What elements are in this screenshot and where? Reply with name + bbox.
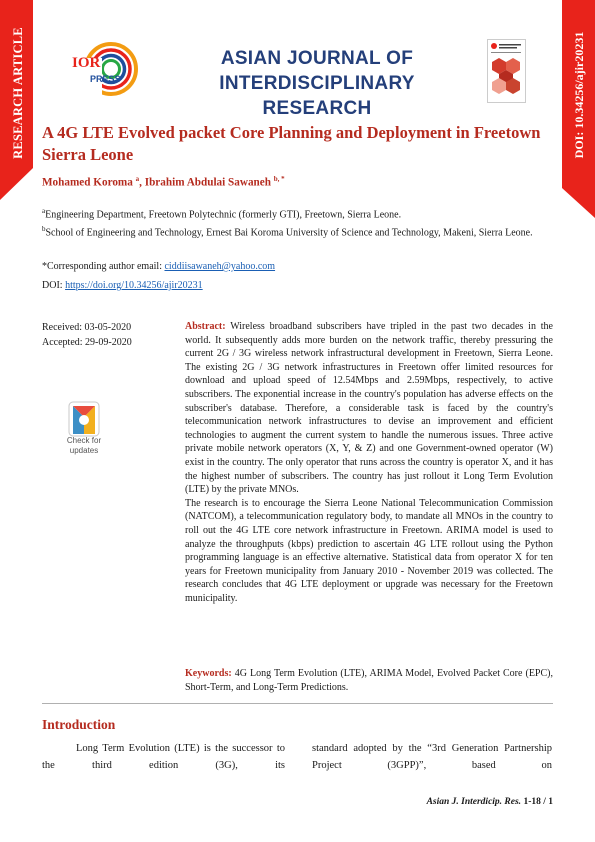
author-2-affiliation-mark: b, * [273, 175, 285, 183]
corresponding-email-link[interactable]: ciddiisawaneh@yahoo.com [164, 261, 276, 272]
article-title: A 4G LTE Evolved packet Core Planning and Deployment in Freetown Sierra Leone [42, 123, 541, 164]
accepted-date: Accepted: 29-09-2020 [42, 337, 132, 348]
abstract [185, 320, 553, 605]
check-for-updates-badge[interactable] [56, 401, 112, 457]
corresponding-author [42, 259, 552, 274]
journal-name-line1: ASIAN JOURNAL OF [220, 48, 414, 69]
affiliation-a-text: Engineering Department, Freetown Polytechnic (formerly GTI), Freetown, Sierra Leone. [45, 209, 402, 221]
affiliation-b-text: School of Engineering and Technology, Ernest Bai Koroma University of Science and Technology, Makeni, Sierra Leone. [45, 227, 533, 239]
author-1: Mohamed Koroma [42, 176, 133, 189]
author-2: Ibrahim Abdulai Sawaneh [144, 176, 271, 189]
section-heading-introduction: Introduction [42, 717, 116, 732]
journal-cover-image [488, 40, 525, 102]
journal-name-line2: INTERDISCIPLINARY RESEARCH [219, 73, 415, 119]
ior-press-logo [68, 38, 146, 102]
keywords-label: Keywords: [185, 668, 232, 679]
authors [42, 175, 285, 189]
abstract-paragraph-2: The research is to encourage the Sierra Leone National Telecommunication Commission (NATCOM), a telecommunication regulatory body, to mandate all MNOs in the country to roll out the 4G LTE core network infrastructure in Freetown. ARIMA model is used to analyze the throughputs (kbps) prediction to ascertain 4G LTE rollout using the Python programming language is an effective alternative. Statistical data from operator X for ten years for Freetown municipality from January 2010 - November 2019 was collected. The research concludes that 4G LTE deployment or upgrade was necessary for the Freetown municipality. [185, 497, 553, 604]
crossmark-label-line1: Check for [66, 436, 102, 445]
affiliation-b-mark: b [42, 225, 46, 233]
abstract-paragraph-1 [185, 320, 553, 497]
logo-text-ior: IOR [72, 55, 101, 71]
corresponding-label: *Corresponding author email: [42, 261, 165, 272]
body-column-left-text: Long Term Evolution (LTE) is the successor to the third edition (3G), its [42, 743, 285, 771]
journal-name [172, 46, 462, 121]
affiliation-b [42, 222, 552, 240]
logo-text-press: PRESS [90, 74, 121, 84]
doi-link[interactable]: https://doi.org/10.34256/ajir20231 [65, 280, 203, 291]
affiliation-a [42, 204, 552, 222]
body-column-left [42, 740, 285, 774]
crossmark-label [56, 436, 112, 456]
footer-page-number: 1-18 / 1 [521, 797, 553, 807]
abstract-label: Abstract: [185, 321, 226, 332]
abstract-paragraph-1-text: Wireless broadband subscribers have tripled in the past two decades in the world. It subsequently adds more burden on the network traffic, thereby pressuring the current 2G / 3G wireless network infrastructural development in Freetown, Sierra Leone. The existing 2G / 3G network infrastructures in Freetown offer limited resources for download and upload speed of 12.54Mbps and 2.59Mbps, respectively, to active subscribers. The exponential increase in the country's population has adverse effects on the subscriber's database. Therefore, a considerable task is faced by the country's telecommunication network infrastructures to devise an improvement and efficient technologies to augment the current system to handle the numerous issues. Three active private mobile network operators (X, Y, & Z) and one Government-owned operator (W) exist in the country. The only operator that runs across the country is operator X, and it has the highest number of subscribers. The country has just rollout it Long Term Evolution (LTE) by the private MNOs. [185, 321, 553, 496]
keywords [185, 667, 553, 695]
doi-label: DOI: [42, 280, 66, 291]
journal-cover-thumbnail [487, 39, 526, 103]
doi-line [42, 278, 552, 293]
keywords-text: 4G Long Term Evolution (LTE), ARIMA Model, Evolved Packet Core (EPC), Short-Term, and Long-Term Predictions. [185, 668, 553, 693]
crossmark-label-line2: updates [69, 446, 99, 455]
affiliation-a-mark: a [42, 207, 46, 215]
footer-journal-abbrev: Asian J. Interdicip. Res. [426, 797, 522, 807]
page-footer [380, 797, 553, 807]
article-type-label: RESEARCH ARTICLE [11, 27, 25, 159]
author-1-affiliation-mark: a [135, 175, 140, 183]
article-dates [42, 320, 132, 350]
doi-side-label: DOI: 10.34256/ajir20231 [572, 31, 586, 159]
body-column-right: standard adopted by the “3rd Generation Partnership Project (3GPP)”, based on [312, 743, 552, 771]
section-divider [42, 703, 553, 704]
author-separator: , [139, 176, 145, 189]
received-date: Received: 03-05-2020 [42, 322, 132, 333]
